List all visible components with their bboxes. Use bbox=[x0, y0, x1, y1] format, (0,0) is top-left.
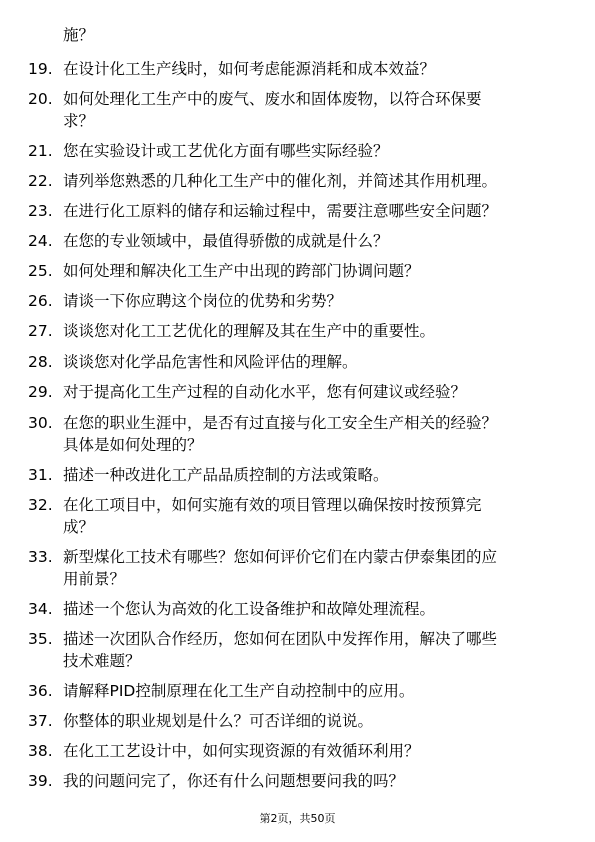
question-number: 25. bbox=[28, 262, 53, 280]
question-number: 23. bbox=[28, 202, 53, 220]
question-number: 24. bbox=[28, 232, 53, 250]
question-number: 28. bbox=[28, 353, 53, 371]
question-number: 34. bbox=[28, 600, 53, 618]
question-number: 29. bbox=[28, 383, 53, 401]
question-text bbox=[63, 381, 563, 403]
question-text bbox=[63, 200, 563, 222]
question-text-line: 对于提高化工生产过程的自动化水平，您有何建议或经验？ bbox=[63, 383, 467, 401]
question-text-line: 在化工工艺设计中，如何实现资源的有效循环利用？ bbox=[63, 742, 420, 760]
question-text bbox=[63, 170, 563, 192]
question-text-line: 请列举您熟悉的几种化工生产中的催化剂，并简述其作用机理。 bbox=[63, 172, 498, 190]
question-text-line: 用前景？ bbox=[63, 570, 126, 588]
question-text bbox=[63, 230, 563, 252]
question-text-line: 成？ bbox=[63, 518, 95, 536]
question-text bbox=[63, 290, 563, 312]
question-text-line: 谈谈您对化工工艺优化的理解及其在生产中的重要性。 bbox=[63, 322, 436, 340]
question-text bbox=[63, 680, 563, 702]
continued-text: 施？ bbox=[63, 26, 95, 44]
question-number: 21. bbox=[28, 142, 53, 160]
question-text-line: 在化工项目中，如何实施有效的项目管理以确保按时按预算完 bbox=[63, 496, 482, 514]
question-text bbox=[63, 320, 563, 342]
question-text-line: 具体是如何处理的？ bbox=[63, 436, 203, 454]
question-text-line: 描述一种改进化工产品品质控制的方法或策略。 bbox=[63, 466, 389, 484]
question-number: 36. bbox=[28, 682, 53, 700]
question-text-line: 谈谈您对化学品危害性和风险评估的理解。 bbox=[63, 353, 358, 371]
question-number: 30. bbox=[28, 414, 53, 432]
question-text bbox=[63, 710, 563, 732]
question-number: 22. bbox=[28, 172, 53, 190]
question-text bbox=[63, 58, 563, 80]
question-text-line: 求？ bbox=[63, 112, 95, 130]
question-text-line: 在您的专业领域中，最值得骄傲的成就是什么？ bbox=[63, 232, 389, 250]
question-text-line: 您在实验设计或工艺优化方面有哪些实际经验？ bbox=[63, 142, 389, 160]
question-text-line: 请解释PID控制原理在化工生产自动控制中的应用。 bbox=[63, 682, 415, 700]
question-number: 27. bbox=[28, 322, 53, 340]
question-text bbox=[63, 770, 563, 792]
question-text bbox=[63, 260, 563, 282]
question-text bbox=[63, 494, 563, 538]
question-number: 38. bbox=[28, 742, 53, 760]
question-text-line: 在设计化工生产线时，如何考虑能源消耗和成本效益？ bbox=[63, 60, 436, 78]
question-number: 33. bbox=[28, 548, 53, 566]
question-text-line: 描述一次团队合作经历，您如何在团队中发挥作用，解决了哪些 bbox=[63, 630, 498, 648]
question-text bbox=[63, 351, 563, 373]
question-number: 37. bbox=[28, 712, 53, 730]
question-number: 39. bbox=[28, 772, 53, 790]
question-number: 35. bbox=[28, 630, 53, 648]
question-text bbox=[63, 740, 563, 762]
question-text-line: 新型煤化工技术有哪些？您如何评价它们在内蒙古伊泰集团的应 bbox=[63, 548, 498, 566]
question-text-line: 在进行化工原料的储存和运输过程中，需要注意哪些安全问题？ bbox=[63, 202, 498, 220]
question-text-line: 如何处理化工生产中的废气、废水和固体废物，以符合环保要 bbox=[63, 90, 482, 108]
question-text bbox=[63, 88, 563, 132]
question-number: 32. bbox=[28, 496, 53, 514]
question-text bbox=[63, 140, 563, 162]
page-number-footer: 第2页，共50页 bbox=[259, 812, 336, 825]
question-text bbox=[63, 546, 563, 590]
question-text bbox=[63, 598, 563, 620]
question-number: 20. bbox=[28, 90, 53, 108]
question-number: 26. bbox=[28, 292, 53, 310]
question-text bbox=[63, 464, 563, 486]
question-text bbox=[63, 628, 563, 672]
question-text-line: 在您的职业生涯中，是否有过直接与化工安全生产相关的经验？ bbox=[63, 414, 498, 432]
question-text-line: 如何处理和解决化工生产中出现的跨部门协调问题？ bbox=[63, 262, 420, 280]
question-text-line: 技术难题？ bbox=[63, 652, 141, 670]
question-number: 19. bbox=[28, 60, 53, 78]
question-number: 31. bbox=[28, 466, 53, 484]
question-text-line: 请谈一下你应聘这个岗位的优势和劣势？ bbox=[63, 292, 343, 310]
question-text bbox=[63, 412, 563, 456]
question-text-line: 你整体的职业规划是什么？可否详细的说说。 bbox=[63, 712, 374, 730]
question-text-line: 我的问题问完了，你还有什么问题想要问我的吗？ bbox=[63, 772, 405, 790]
question-text-line: 描述一个您认为高效的化工设备维护和故障处理流程。 bbox=[63, 600, 436, 618]
